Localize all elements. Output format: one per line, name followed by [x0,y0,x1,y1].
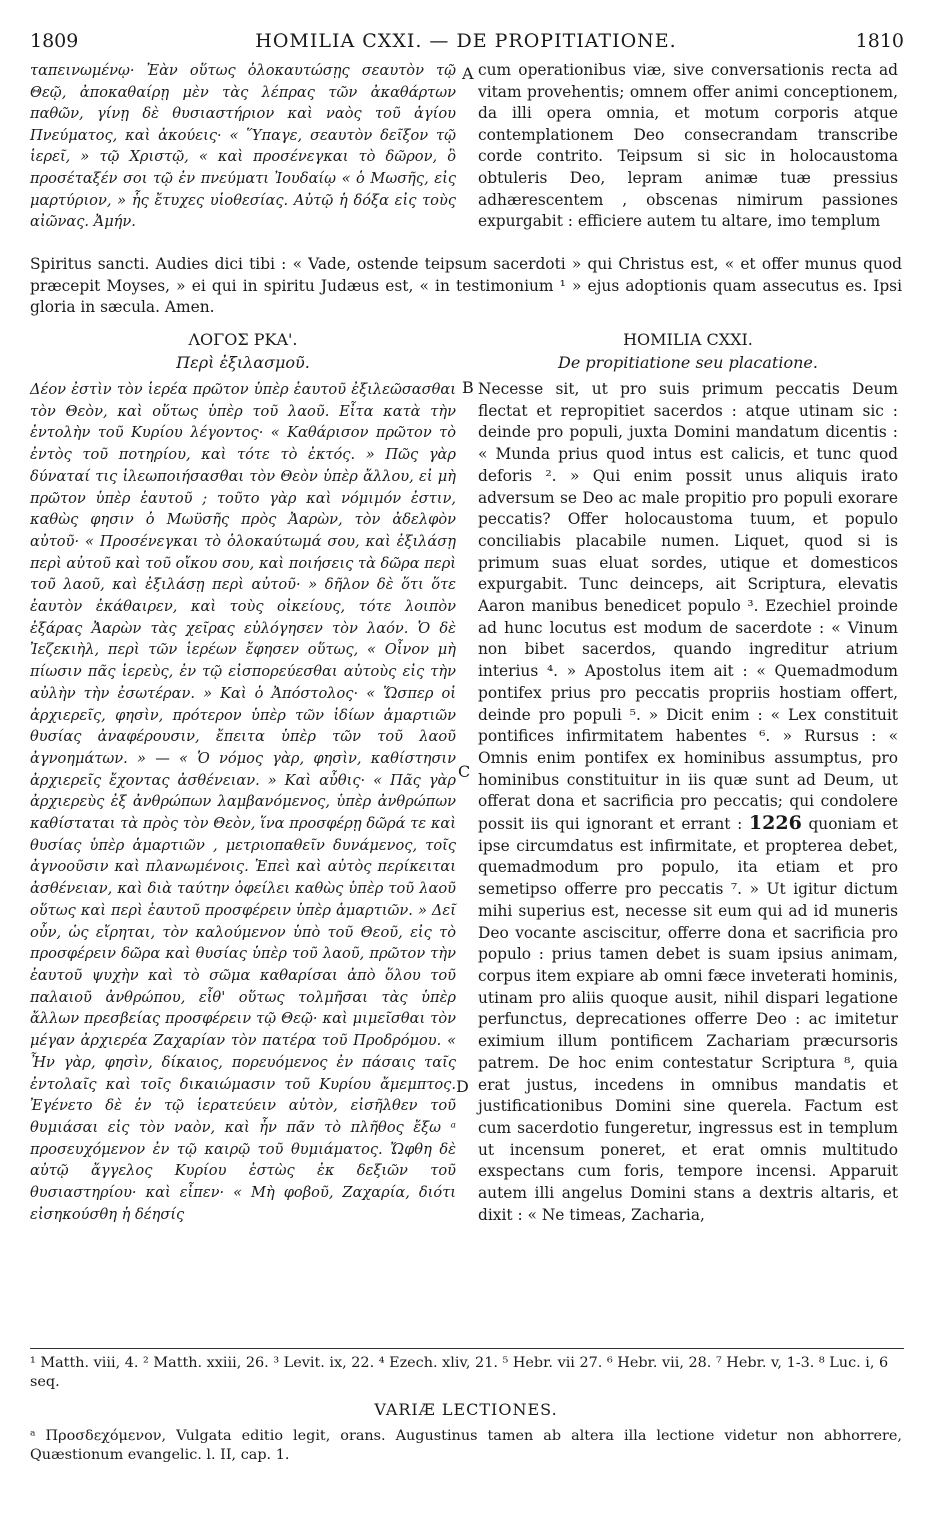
latin-main-text-after: quoniam et ipse circumdatus est infirmitate, et propterea debet, quemadmodum pro populo, ita etiam et pro semetipso offerre pro peccatis ⁷. » Ut igitur dictum mihi superius est, necesse sit eum qui ad id muneris Deo vocante asciscitur, offerre dona et sacrificia pro populo : prius tamen debet is suam ipsius animam, corpus item expiare ab omni fæce inveterati hominis, utinam pro aliis quoque ausit, nihil dispari legatione perfunctus, deprecationes offerre Deo : ac imitetur eximium illum pontificem Zachariam præcursoris patrem. De hoc enim contestatur Scriptura ⁸, quia erat justus, incedens in omnibus mandatis et justificationibus Domini sine querela. Factum est cum sacerdotio fungeretur, ingressus est in templum ut incensum poneret, et erat omnis multitudo exspectans cum foris, tempore incensi. Apparuit autem illi angelus Domini stans a dextris altaris, et dixit : « Ne timeas, Zacharia, [478,815,898,1224]
latin-top-column: cum operationibus viæ, sive conversationis recta ad vitam provehentis; omnem offer animi conceptionem, da illi opera omnia, et motum corporis atque contemplationem Deo consecrandam transcribe corde contrito. Teipsum si sic in holocaustoma obtuleris Deo, lepram animæ tuæ pressius adhærescentem , obscenas nimirum passiones expurgabit : efficiere autem tu altare, imo templum [478,61,898,231]
page-number-right: 1810 [855,30,904,52]
margin-marker-a: A [462,64,474,83]
running-title: HOMILIA CXXI. — DE PROPITIATIONE. [255,30,677,52]
latin-main-column [478,379,898,1226]
column-number: 1226 [748,812,802,835]
variae-lectiones-heading: VARIÆ LECTIONES. [374,1400,558,1419]
margin-marker-b: B [462,378,474,397]
greek-homily-title: ΛΟΓΟΣ ΡΚΑ'. [188,330,298,349]
page-number-left: 1809 [30,30,79,52]
latin-main-text-before: Necesse sit, ut pro suis primum peccatis Deum flectat et repropitiet sacerdos : atque utinam sic : deinde pro populi, juxta Domini mandatum dicentis : « Munda prius quod intus est calicis, et tunc quod deforis ². » Qui enim possit unus aliquis irato adversum se Deo ac male propitio pro populi exorare peccatis? Offer holocaustoma tuum, et populo conciliabis placabile numen. Liquet, quod si is primum suas eluat sordes, utique et domesticos expurgabit. Tunc deinceps, ait Scriptura, elevatis Aaron manibus benedicet populo ³. Ezechiel proinde ad hunc locutus est modum de sacerdote : « Vinum non bibet sacerdos, quando ingreditur atrium interius ⁴. » Apostolus item ait : « Quemadmodum pontifex prius pro peccatis propriis hostiam offert, deinde pro populi ⁵. » Dicit enim : « Lex constituit pontifices infirmitatem habentes ⁶. » Rursus : « Omnis enim pontifex ex hominibus assumptus, pro hominibus constituitur in iis quæ sunt ad Deum, ut offerat dona et sacrificia pro peccatis; qui condolere possit iis qui ignorant et errant : [478,380,898,834]
greek-top-column: ταπεινωμένῳ· Ἐὰν οὕτως ὁλοκαυτώσῃς σεαυτὸν τῷ Θεῷ, ἀποκαθαίρῃ μὲν τὰς λέπρας τῶν ἀκαθάρτων παθῶν, γίνῃ δὲ θυσιαστήριον καὶ ναὸς τοῦ ἁγίου Πνεύματος, καὶ ἀκούεις· « Ὕπαγε, σεαυτὸν δεῖξον τῷ ἱερεῖ, » τῷ Χριστῷ, « καὶ προσένεγκαι τὸ δῶρον, ὃ προσέταξέν σοι τῷ ἐν πνεύματι Ἰουδαίῳ « ὁ Μωσῆς, εἰς μαρτύριον, » ἧς ἔτυχες υἱοθεσίας. Αὐτῷ ἡ δόξα εἰς τοὺς αἰῶνας. Ἀμήν. [30,62,456,231]
latin-continuation: Spiritus sancti. Audies dici tibi : « Vade, ostende teipsum sacerdoti » qui Christus est, « et offer munus quod præcepit Moyses, » ei qui in spiritu Judæus est, « in testimonium ¹ » ejus adoptionis quam assecutus es. Ipsi gloria in sæcula. Amen. [30,255,902,317]
greek-homily-subtitle: Περὶ ἐξιλασμοῦ. [176,353,310,372]
greek-main-column: Δέον ἐστὶν τὸν ἱερέα πρῶτον ὑπὲρ ἑαυτοῦ ἐξιλεῶσασθαι τὸν Θεὸν, καὶ οὕτως ὑπὲρ τοῦ λαοῦ. Εἶτα κατὰ τὴν ἐντολὴν τοῦ Κυρίου λέγοντος· « Καθάρισον πρῶτον τὸ ἐντὸς τοῦ ποτηρίου, καὶ τότε τὸ ἐκτός. » Πῶς γὰρ δύναταί τις ἱλεωποιήσασθαι τὸν Θεὸν ὑπὲρ ἄλλου, εἰ μὴ πρῶτον ὑπὲρ ἑαυτοῦ ; τοῦτο γὰρ καὶ νόμιμόν ἐστιν, καθὼς φησιν ὁ Μωϋσῆς πρὸς Ἀαρὼν, τὸν ἀδελφὸν αὐτοῦ· « Προσένεγκαι τὸ ὁλοκαύτωμά σου, καὶ ἐξιλάσῃ περὶ αὐτοῦ καὶ τοῦ οἴκου σου, καὶ ποιήσεις τὰ δῶρα περὶ τοῦ λαοῦ, καὶ ἐξιλάσῃ περὶ αὐτοῦ· » δῆλον δὲ ὅτι ὅτε ἑαυτὸν ἐκάθαιρεν, καὶ τοὺς οἰκείους, τότε λοιπὸν ἐξάρας Ἀαρὼν τὰς χεῖρας εὐλόγησεν τὸν λαόν. Ὁ δὲ Ἰεζεκιὴλ, περὶ τῶν ἱερέων ἔφησεν οὕτως, « Οἶνον μὴ πίωσιν πᾶς ἱερεὺς, ἐν τῷ εἰσπορεύεσθαι αὐτοὺς εἰς τὴν αὐλὴν τὴν ἐσωτέραν. » Καὶ ὁ Ἀπόστολος· « Ὥσπερ οἱ ἀρχιερεῖς, φησὶν, πρότερον ὑπὲρ τῶν ἰδίων ἁμαρτιῶν θυσίας ἀναφέρουσιν, ἔπειτα ὑπὲρ τῶν τοῦ λαοῦ ἀγνοημάτων. » — « Ὁ νόμος γὰρ, φησὶν, καθίστησιν ἀρχιερεῖς ἔχοντας ἀσθένειαν. » Καὶ αὖθις· « Πᾶς γὰρ ἀρχιερεὺς ἐξ ἀνθρώπων λαμβανόμενος, ὑπὲρ ἀνθρώπων καθίσταται τὰ πρὸς τὸν Θεὸν, ἵνα προσφέρῃ δῶρά τε καὶ θυσίας ὑπὲρ ἁμαρτιῶν , μετριοπαθεῖν δυνάμενος, τοῖς ἀγνοοῦσιν καὶ πλανωμένοις. Ἐπεὶ καὶ αὐτὸς περίκειται ἀσθένειαν, καὶ διὰ ταύτην ὀφείλει καθὼς ὑπὲρ τοῦ λαοῦ οὕτως καὶ περὶ ἑαυτοῦ προσφέρειν ὑπὲρ ἁμαρτιῶν. » Δεῖ οὖν, ὡς εἴρηται, τὸν καλούμενον ὑπὸ τοῦ Θεοῦ, εἰς τὸ προσφέρειν δῶρα καὶ θυσίας ὑπὲρ τοῦ λαοῦ, πρῶτον τὴν ἑαυτοῦ ψυχὴν καὶ τὸ σῶμα καθαρίσαι ἀπὸ ὅλου τοῦ παλαιοῦ ἀνθρώπου, εἶθ' οὕτως τολμῆσαι τὰς ὑπὲρ ἄλλων πρεσβείας προσφέρειν τῷ Θεῷ· καὶ μιμεῖσθαι τὸν μέγαν ἀρχιερέα Ζαχαρίαν τὸν πατέρα τοῦ Προδρόμου. « Ἦν γὰρ, φησὶν, δίκαιος, πορευόμενος ἐν πάσαις ταῖς ἐντολαῖς καὶ τοῖς δικαιώμασιν τοῦ Κυρίου ἄμεμπτος. Ἐγένετο δὲ ἐν τῷ ἱερατεύειν αὐτὸν, εἰσῆλθεν τοῦ θυμιάσαι εἰς τὸν ναὸν, καὶ ἦν πᾶν τὸ πλῆθος ἔξω ᵃ προσευχόμενον ἐν τῷ καιρῷ τοῦ θυμιάματος. Ὤφθη δὲ αὐτῷ ἄγγελος Κυρίου ἑστὼς ἐκ δεξιῶν τοῦ θυσιαστηρίου· καὶ εἶπεν· « Μὴ φοβοῦ, Ζαχαρία, διότι εἰσηκούσθη ἡ δέησίς [30,381,456,1223]
latin-homily-subtitle: De propitiatione seu placatione. [558,353,818,372]
variae-lectiones-text: ᵃ Προσδεχόμενον, Vulgata editio legit, orans. Augustinus tamen ab altera illa lectione videtur non abhorrere, Quæstionum evangelic. l. II, cap. 1. [30,1428,902,1463]
latin-homily-title: HOMILIA CXXI. [623,330,753,349]
margin-marker-d: D [456,1077,469,1096]
footnote-rule [30,1348,904,1349]
footnotes: ¹ Matth. viii, 4. ² Matth. xxiii, 26. ³ Levit. ix, 22. ⁴ Ezech. xliv, 21. ⁵ Hebr. vii 27. ⁶ Hebr. vii, 28. ⁷ Hebr. v, 1-3. ⁸ Luc. i, 6 seq. [30,1355,889,1390]
margin-marker-c: C [458,762,471,781]
